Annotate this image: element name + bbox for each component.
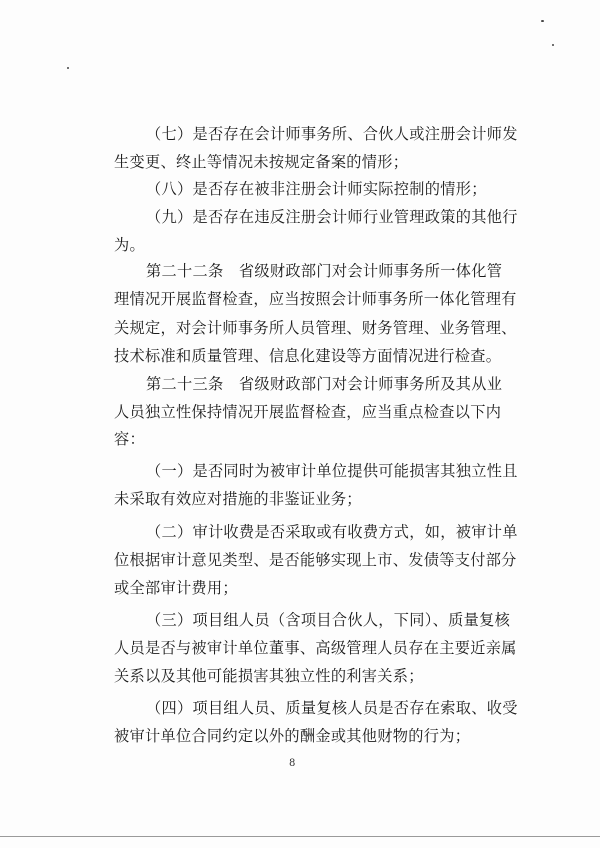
text-line: （七）是否存在会计师事务所、合伙人或注册会计师发 xyxy=(146,125,518,143)
text-line: （八）是否存在被非注册会计师实际控制的情形； xyxy=(146,180,487,198)
scan-speck xyxy=(552,44,554,46)
text-line: （二）审计收费是否采取或有收费方式，如，被审计单 xyxy=(146,523,518,541)
text-line: （三）项目组人员（含项目合伙人，下同）、质量复核 xyxy=(146,611,511,629)
scan-speck xyxy=(541,20,544,22)
text-line: 未采取有效应对措施的非鉴证业务； xyxy=(114,490,362,508)
text-line: 位根据审计意见类型、是否能够实现上市、发债等支付部分 xyxy=(114,551,517,569)
text-line: 被审计单位合同约定以外的酬金或其他财物的行为； xyxy=(114,727,471,745)
text-line: 关系以及其他可能损害其独立性的利害关系； xyxy=(114,667,424,685)
scan-edge-line xyxy=(0,836,600,837)
text-line: 人员独立性保持情况开展监督检查，应当重点检查以下内 xyxy=(114,403,502,421)
text-line: 人员是否与被审计单位董事、高级管理人员存在主要近亲属 xyxy=(114,639,517,657)
text-line: 为。 xyxy=(114,236,145,254)
text-line: （一）是否同时为被审计单位提供可能损害其独立性且 xyxy=(146,462,518,480)
text-line: 理情况开展监督检查，应当按照会计师事务所一体化管理有 xyxy=(114,290,517,308)
text-line: 关规定，对会计师事务所人员管理、财务管理、业务管理、 xyxy=(114,319,517,337)
text-line: （四）项目组人员、质量复核人员是否存在索取、收受 xyxy=(146,699,518,717)
text-line: 生变更、终止等情况未按规定备案的情形； xyxy=(114,153,409,171)
page-number: 8 xyxy=(289,758,296,769)
article-23-heading-line: 第二十三条 省级财政部门对会计师事务所及其从业 xyxy=(146,375,503,393)
article-22-heading-line: 第二十二条 省级财政部门对会计师事务所一体化管 xyxy=(146,262,503,280)
text-line: 技术标准和质量管理、信息化建设等方面情况进行检查。 xyxy=(114,347,502,365)
text-line: 容： xyxy=(114,430,145,448)
text-line: （九）是否存在违反注册会计师行业管理政策的其他行 xyxy=(146,208,518,226)
scan-speck xyxy=(67,67,69,69)
text-line: 或全部审计费用； xyxy=(114,579,238,597)
